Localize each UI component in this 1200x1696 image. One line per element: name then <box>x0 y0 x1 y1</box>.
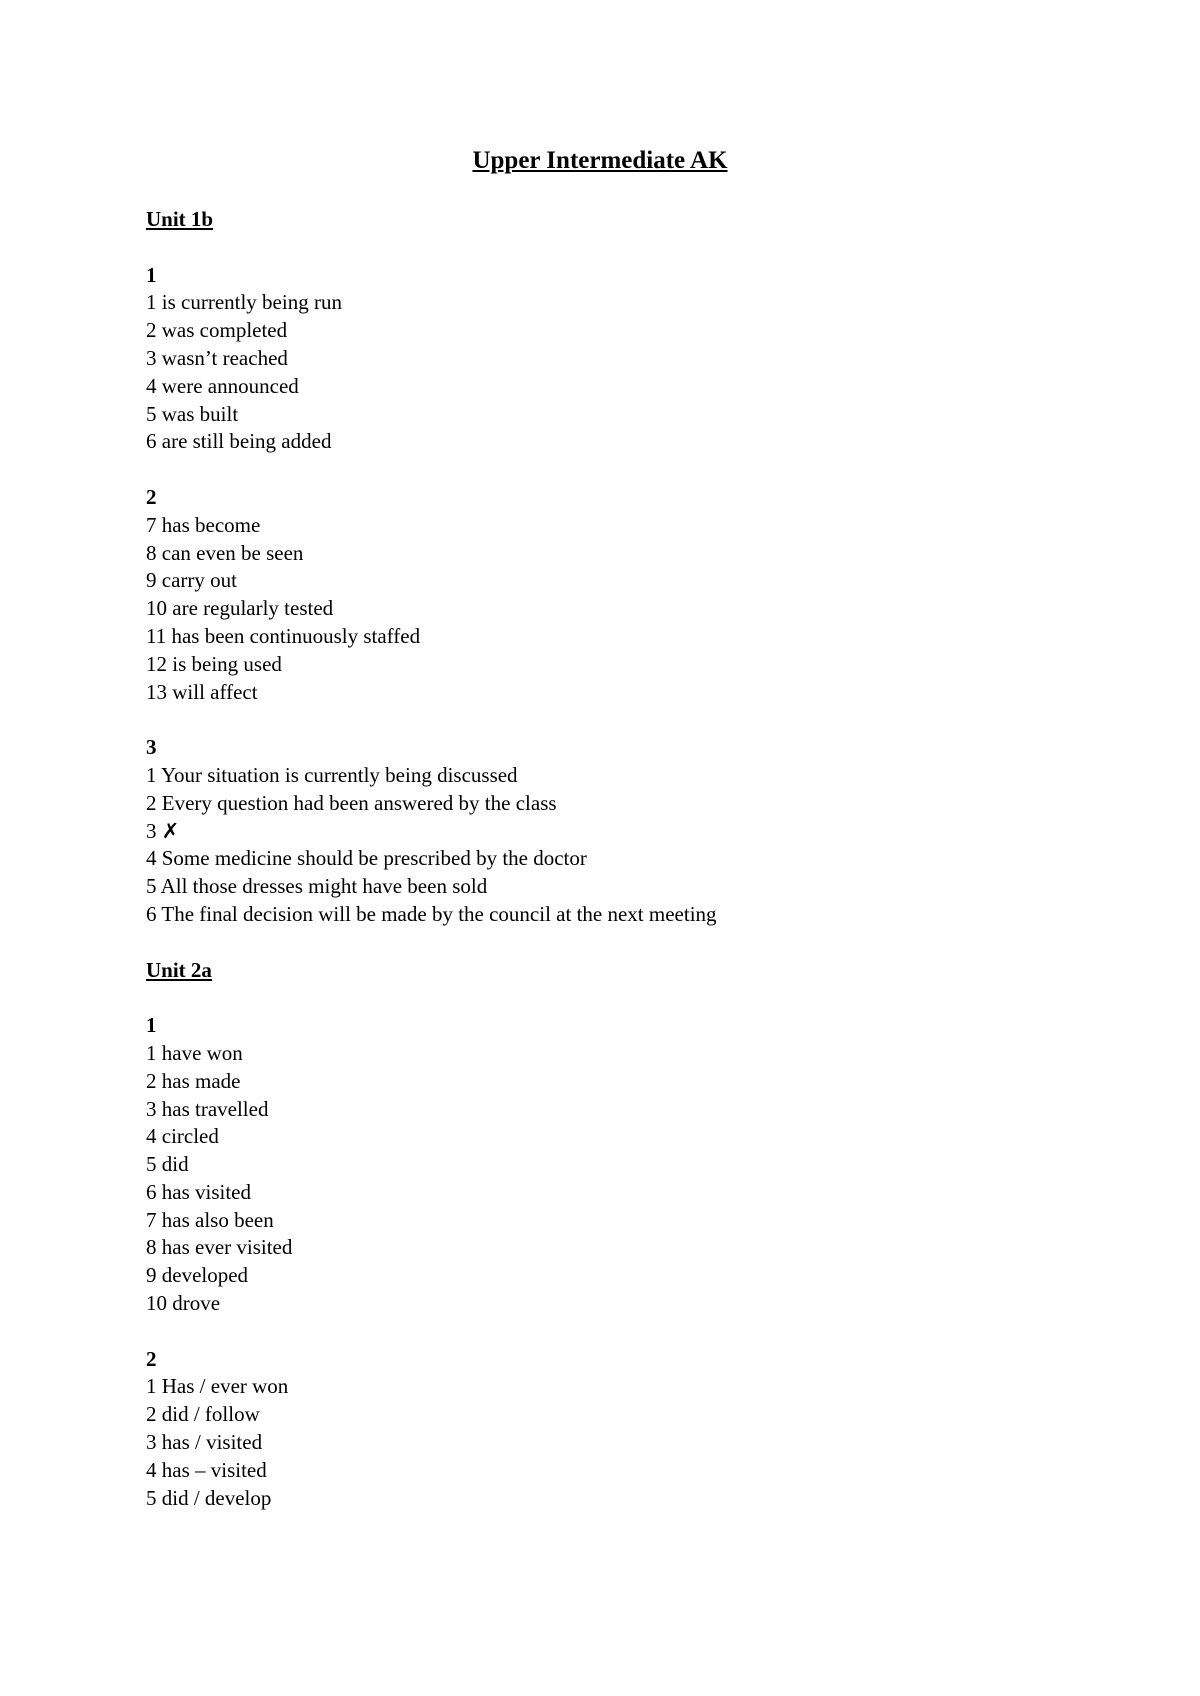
answer-line: 9 developed <box>146 1263 249 1288</box>
exercise-block <box>146 1012 1126 1318</box>
answer-line: 4 has – visited <box>146 1457 267 1482</box>
answer-line: 7 has become <box>146 512 261 537</box>
answer-line: 3 has / visited <box>146 1430 263 1455</box>
answer-line: 3 has travelled <box>146 1096 269 1121</box>
answer-line: 6 The final decision will be made by the council at the next meeting <box>146 901 717 926</box>
exercise-block <box>146 262 1126 457</box>
answer-line: 4 were announced <box>146 373 299 398</box>
answer-line: 1 Your situation is currently being discussed <box>146 762 518 787</box>
answer-line: 4 circled <box>146 1124 219 1149</box>
answer-line: 3 wasn’t reached <box>146 345 288 370</box>
exercise-number: 2 <box>146 1346 157 1371</box>
answer-line: 2 was completed <box>146 318 288 343</box>
answer-line: 5 did <box>146 1152 189 1177</box>
answer-line: 4 Some medicine should be prescribed by the doctor <box>146 846 587 871</box>
exercise-number: 1 <box>146 1013 157 1038</box>
answer-line: 13 will affect <box>146 679 258 704</box>
answer-line: 6 has visited <box>146 1179 251 1204</box>
answer-line: 11 has been continuously staffed <box>146 623 421 648</box>
answer-line: 12 is being used <box>146 651 282 676</box>
answer-line: 1 have won <box>146 1040 243 1065</box>
answer-line: 3 ✗ <box>146 818 180 843</box>
answer-line: 10 are regularly tested <box>146 596 334 621</box>
answer-line: 2 Every question had been answered by the class <box>146 790 557 815</box>
answer-line: 8 has ever visited <box>146 1235 293 1260</box>
unit-heading: Unit 1b <box>146 207 214 231</box>
answer-line: 10 drove <box>146 1291 221 1316</box>
exercise-number: 2 <box>146 484 157 509</box>
answer-line: 1 Has / ever won <box>146 1374 289 1399</box>
answer-line: 2 did / follow <box>146 1402 260 1427</box>
answer-line: 5 was built <box>146 401 239 426</box>
answer-line: 8 can even be seen <box>146 540 304 565</box>
exercise-number: 1 <box>146 262 157 287</box>
answer-line: 1 is currently being run <box>146 290 342 315</box>
answer-line: 5 did / develop <box>146 1485 272 1510</box>
unit-heading: Unit 2a <box>146 957 212 982</box>
answer-line: 2 has made <box>146 1068 241 1093</box>
answer-line: 6 are still being added <box>146 429 332 454</box>
exercise-block <box>146 1346 1126 1513</box>
exercise-number: 3 <box>146 735 157 760</box>
answer-line: 5 All those dresses might have been sold <box>146 874 488 899</box>
answer-line: 7 has also been <box>146 1207 274 1232</box>
answer-line: 9 carry out <box>146 568 237 593</box>
document-title: Upper Intermediate AK <box>472 147 728 174</box>
exercise-block <box>146 484 1126 706</box>
exercise-block <box>146 734 1126 929</box>
answer-key-content <box>146 206 1126 1512</box>
